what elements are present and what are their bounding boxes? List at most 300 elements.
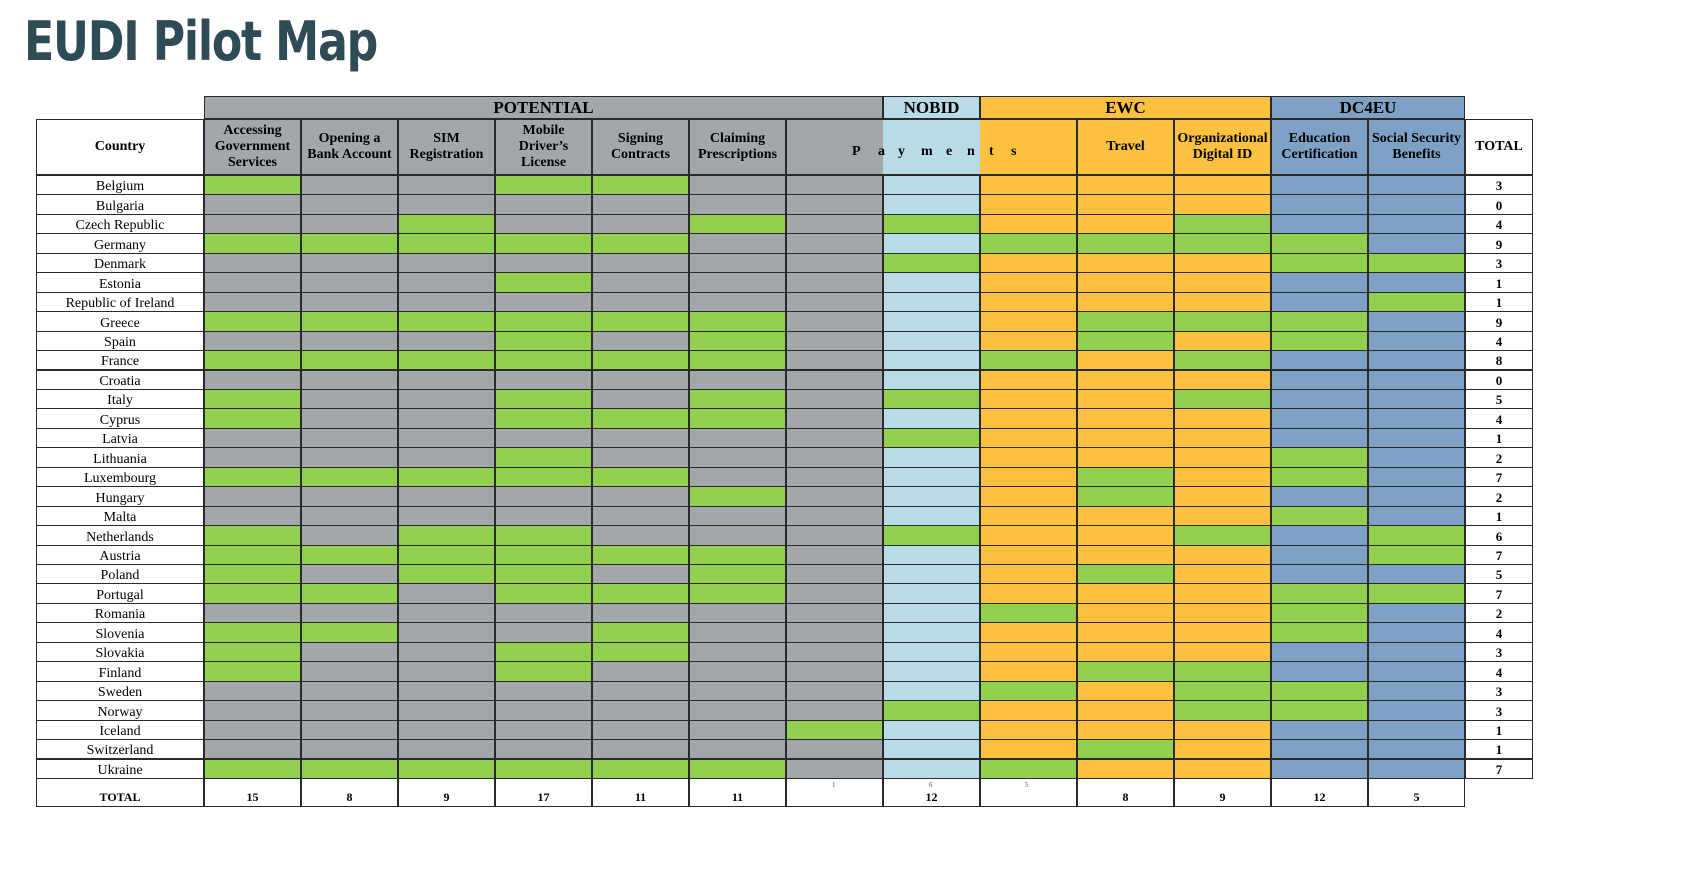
pilot-cell-inactive [592,603,689,623]
pilot-cell-active [1174,311,1271,331]
pilot-cell-inactive [1368,389,1465,409]
row-total: 0 [1465,194,1533,214]
pilot-cell-inactive [495,292,592,312]
pilot-cell-inactive [786,739,883,759]
pilot-cell-inactive [398,486,495,506]
pilot-cell-inactive [883,622,980,642]
pilot-cell-inactive [980,331,1077,351]
pilot-cell-active [689,311,786,331]
group-header-potential: POTENTIAL [204,96,883,119]
pilot-cell-inactive [883,603,980,623]
pilot-cell-inactive [204,214,301,234]
pilot-cell-inactive [1077,272,1174,292]
pilot-cell-inactive [1077,525,1174,545]
footer-small-number: 6 [929,780,933,789]
pilot-cell-active [1368,545,1465,565]
pilot-cell-inactive [786,447,883,467]
pilot-cell-inactive [301,253,398,273]
pilot-cell-active [883,389,980,409]
pilot-cell-inactive [204,447,301,467]
pilot-cell-inactive [495,622,592,642]
total-column-header: TOTAL [1465,119,1533,175]
pilot-cell-inactive [495,370,592,390]
row-total: 2 [1465,447,1533,467]
country-name: Hungary [36,486,204,506]
pilot-cell-inactive [883,175,980,195]
pilot-cell-active [1174,233,1271,253]
pilot-cell-inactive [980,292,1077,312]
pilot-cell-active [301,583,398,603]
pilot-cell-active [1077,486,1174,506]
pilot-cell-inactive [689,506,786,526]
country-name: Austria [36,545,204,565]
pilot-cell-inactive [689,603,786,623]
pilot-cell-active [204,564,301,584]
pilot-cell-inactive [398,506,495,526]
pilot-cell-inactive [592,272,689,292]
pilot-cell-active [398,350,495,370]
pilot-cell-inactive [786,253,883,273]
pilot-cell-inactive [786,564,883,584]
pilot-cell-active [301,350,398,370]
pilot-cell-inactive [1368,661,1465,681]
pilot-cell-active [883,214,980,234]
pilot-cell-active [689,583,786,603]
pilot-cell-inactive [301,408,398,428]
pilot-cell-inactive [1271,272,1368,292]
pilot-cell-inactive [883,467,980,487]
pilot-cell-active [883,525,980,545]
pilot-cell-inactive [1271,408,1368,428]
pilot-cell-inactive [204,486,301,506]
pilot-cell-inactive [1271,525,1368,545]
country-name: Norway [36,700,204,720]
pilot-cell-active [204,759,301,779]
row-total: 7 [1465,759,1533,779]
pilot-cell-inactive [1368,759,1465,779]
pilot-cell-inactive [592,681,689,701]
row-total: 4 [1465,622,1533,642]
row-total: 6 [1465,525,1533,545]
row-total: 1 [1465,506,1533,526]
pilot-cell-inactive [1077,408,1174,428]
pilot-cell-inactive [592,564,689,584]
pilot-cell-inactive [204,681,301,701]
pilot-cell-active [495,350,592,370]
payments-header-letter: t [989,144,994,159]
footer-total-label: TOTAL [36,778,204,807]
pilot-cell-active [398,545,495,565]
pilot-cell-active [592,233,689,253]
row-total: 7 [1465,467,1533,487]
pilot-cell-inactive [1077,214,1174,234]
pilot-cell-inactive [786,272,883,292]
pilot-cell-active [1174,214,1271,234]
pilot-cell-inactive [1174,272,1271,292]
pilot-cell-active [1271,311,1368,331]
row-total: 5 [1465,564,1533,584]
pilot-cell-inactive [204,428,301,448]
pilot-cell-active [689,350,786,370]
pilot-cell-inactive [689,253,786,273]
pilot-cell-active [301,467,398,487]
pilot-cell-inactive [1174,739,1271,759]
column-total: 17 [495,778,592,807]
pilot-cell-active [980,759,1077,779]
pilot-cell-inactive [689,661,786,681]
pilot-cell-inactive [301,331,398,351]
footer-small-number: 1 [832,780,836,789]
country-name: Denmark [36,253,204,273]
pilot-cell-inactive [301,661,398,681]
pilot-cell-inactive [1077,700,1174,720]
pilot-cell-active [495,447,592,467]
column-header: Social Security Benefits [1368,119,1465,175]
row-total: 3 [1465,253,1533,273]
pilot-cell-inactive [592,331,689,351]
pilot-cell-inactive [786,506,883,526]
pilot-cell-inactive [204,253,301,273]
pilot-cell-active [495,759,592,779]
row-total: 3 [1465,642,1533,662]
country-name: Belgium [36,175,204,195]
pilot-cell-inactive [398,681,495,701]
pilot-cell-inactive [495,603,592,623]
pilot-cell-active [398,759,495,779]
pilot-cell-inactive [1368,681,1465,701]
pilot-cell-inactive [1077,350,1174,370]
pilot-cell-active [1077,564,1174,584]
pilot-cell-active [883,700,980,720]
pilot-cell-inactive [301,486,398,506]
pilot-cell-inactive [883,681,980,701]
pilot-cell-inactive [786,311,883,331]
column-header [980,119,1077,175]
pilot-cell-inactive [204,506,301,526]
row-total: 8 [1465,350,1533,370]
pilot-cell-inactive [1368,603,1465,623]
pilot-cell-active [980,350,1077,370]
pilot-cell-active [883,428,980,448]
pilot-cell-inactive [398,331,495,351]
pilot-cell-inactive [1174,331,1271,351]
pilot-cell-inactive [495,486,592,506]
footer-small-number: 5 [1025,780,1029,789]
pilot-cell-inactive [398,739,495,759]
pilot-cell-inactive [398,447,495,467]
pilot-cell-inactive [1077,194,1174,214]
pilot-cell-inactive [1077,447,1174,467]
country-name: Czech Republic [36,214,204,234]
pilot-cell-inactive [592,486,689,506]
pilot-cell-active [398,564,495,584]
pilot-cell-inactive [1368,467,1465,487]
pilot-cell-active [689,759,786,779]
pilot-cell-inactive [1271,175,1368,195]
pilot-cell-active [1271,622,1368,642]
pilot-cell-inactive [1174,622,1271,642]
pilot-cell-inactive [592,720,689,740]
pilot-cell-inactive [1174,467,1271,487]
pilot-cell-inactive [786,622,883,642]
pilot-cell-active [1271,583,1368,603]
pilot-cell-active [592,175,689,195]
pilot-cell-inactive [495,700,592,720]
row-total: 1 [1465,292,1533,312]
pilot-cell-inactive [1271,292,1368,312]
pilot-cell-inactive [1077,759,1174,779]
pilot-cell-inactive [1368,447,1465,467]
column-header: Claiming Prescriptions [689,119,786,175]
pilot-cell-inactive [786,583,883,603]
country-name: Sweden [36,681,204,701]
pilot-cell-active [301,622,398,642]
pilot-cell-inactive [689,272,786,292]
row-total: 1 [1465,428,1533,448]
column-total: 8 [1077,778,1174,807]
row-total: 1 [1465,720,1533,740]
pilot-cell-inactive [1174,292,1271,312]
pilot-cell-inactive [786,545,883,565]
pilot-cell-inactive [883,408,980,428]
country-name: Bulgaria [36,194,204,214]
row-total: 9 [1465,233,1533,253]
pilot-cell-inactive [786,759,883,779]
pilot-cell-inactive [786,370,883,390]
payments-header-letter: n [967,144,975,159]
pilot-cell-inactive [689,681,786,701]
column-header: SIM Registration [398,119,495,175]
pilot-cell-inactive [398,428,495,448]
country-name: Estonia [36,272,204,292]
country-name: Slovenia [36,622,204,642]
pilot-cell-inactive [980,175,1077,195]
pilot-cell-inactive [1368,700,1465,720]
pilot-cell-active [592,467,689,487]
pilot-cell-inactive [1368,739,1465,759]
row-total: 3 [1465,175,1533,195]
pilot-cell-inactive [786,486,883,506]
pilot-cell-inactive [1271,389,1368,409]
pilot-cell-active [495,545,592,565]
pilot-cell-active [398,214,495,234]
pilot-cell-inactive [204,292,301,312]
pilot-cell-inactive [1368,506,1465,526]
pilot-cell-active [301,233,398,253]
pilot-cell-inactive [786,525,883,545]
pilot-cell-active [1174,700,1271,720]
pilot-cell-active [204,545,301,565]
column-header: Signing Contracts [592,119,689,175]
pilot-cell-active [1174,525,1271,545]
pilot-cell-inactive [1368,408,1465,428]
pilot-cell-inactive [980,253,1077,273]
country-name: Iceland [36,720,204,740]
pilot-cell-active [204,408,301,428]
country-name: Cyprus [36,408,204,428]
pilot-cell-inactive [398,603,495,623]
pilot-cell-inactive [1174,720,1271,740]
pilot-cell-inactive [301,506,398,526]
pilot-cell-inactive [301,389,398,409]
pilot-cell-inactive [1077,253,1174,273]
pilot-cell-inactive [786,175,883,195]
pilot-cell-inactive [301,175,398,195]
pilot-cell-active [495,233,592,253]
pilot-cell-inactive [883,194,980,214]
pilot-cell-active [1077,233,1174,253]
pilot-cell-inactive [786,331,883,351]
pilot-cell-inactive [495,739,592,759]
row-total: 9 [1465,311,1533,331]
country-name: Latvia [36,428,204,448]
pilot-cell-inactive [980,272,1077,292]
pilot-cell-active [204,389,301,409]
pilot-cell-inactive [592,214,689,234]
pilot-cell-active [301,311,398,331]
pilot-cell-inactive [1368,194,1465,214]
pilot-cell-active [592,311,689,331]
pilot-cell-inactive [980,447,1077,467]
country-name: Republic of Ireland [36,292,204,312]
pilot-cell-active [204,525,301,545]
pilot-cell-inactive [980,214,1077,234]
pilot-cell-active [495,408,592,428]
pilot-cell-inactive [1077,389,1174,409]
pilot-cell-inactive [980,622,1077,642]
pilot-cell-inactive [1271,759,1368,779]
column-total: 5 [1368,778,1465,807]
pilot-cell-active [980,233,1077,253]
column-header: Education Certification [1271,119,1368,175]
pilot-cell-inactive [1077,175,1174,195]
pilot-cell-inactive [1271,486,1368,506]
pilot-cell-inactive [883,292,980,312]
pilot-cell-inactive [1174,370,1271,390]
pilot-cell-active [495,467,592,487]
pilot-cell-inactive [204,603,301,623]
pilot-cell-inactive [786,389,883,409]
pilot-cell-active [592,759,689,779]
pilot-cell-inactive [1077,642,1174,662]
pilot-cell-inactive [689,194,786,214]
pilot-cell-inactive [301,272,398,292]
pilot-cell-inactive [495,720,592,740]
pilot-cell-inactive [1271,545,1368,565]
pilot-cell-active [1271,467,1368,487]
pilot-cell-active [689,545,786,565]
pilot-cell-inactive [1077,681,1174,701]
pilot-cell-inactive [398,700,495,720]
pilot-cell-active [1271,700,1368,720]
pilot-cell-active [592,545,689,565]
column-header: Mobile Driver’s License [495,119,592,175]
pilot-cell-inactive [301,642,398,662]
pilot-cell-active [1174,389,1271,409]
row-total: 3 [1465,700,1533,720]
pilot-cell-active [495,331,592,351]
row-total: 4 [1465,331,1533,351]
pilot-cell-inactive [1077,370,1174,390]
pilot-cell-inactive [1174,583,1271,603]
pilot-cell-inactive [786,292,883,312]
pilot-cell-active [204,642,301,662]
pilot-cell-inactive [883,759,980,779]
pilot-cell-inactive [1174,428,1271,448]
pilot-cell-active [398,467,495,487]
pilot-cell-active [1174,661,1271,681]
pilot-cell-inactive [883,486,980,506]
payments-header-letter: P [852,144,861,159]
pilot-cell-active [689,389,786,409]
pilot-cell-inactive [980,389,1077,409]
pilot-cell-active [689,408,786,428]
pilot-cell-inactive [592,428,689,448]
pilot-cell-inactive [883,739,980,759]
pilot-cell-inactive [495,194,592,214]
pilot-cell-inactive [301,681,398,701]
pilot-cell-active [204,350,301,370]
pilot-cell-active [204,467,301,487]
pilot-cell-inactive [980,370,1077,390]
pilot-cell-active [398,311,495,331]
payments-header-letter: a [878,144,885,159]
page-title: EUDI Pilot Map [24,10,378,73]
pilot-cell-inactive [883,545,980,565]
pilot-cell-inactive [592,739,689,759]
pilot-cell-inactive [980,467,1077,487]
pilot-cell-inactive [204,700,301,720]
pilot-cell-active [495,272,592,292]
pilot-cell-inactive [1271,214,1368,234]
pilot-cell-inactive [1271,428,1368,448]
pilot-cell-inactive [1368,233,1465,253]
pilot-cell-active [1174,681,1271,701]
pilot-cell-active [1077,739,1174,759]
pilot-cell-inactive [398,253,495,273]
pilot-cell-inactive [1368,370,1465,390]
pilot-cell-inactive [883,370,980,390]
country-name: Slovakia [36,642,204,662]
pilot-cell-inactive [1271,642,1368,662]
pilot-cell-active [1271,603,1368,623]
pilot-cell-inactive [1174,408,1271,428]
pilot-cell-active [204,311,301,331]
row-total: 4 [1465,214,1533,234]
pilot-cell-inactive [689,525,786,545]
row-total: 1 [1465,272,1533,292]
pilot-cell-inactive [1174,759,1271,779]
pilot-cell-active [495,389,592,409]
row-total: 2 [1465,603,1533,623]
pilot-cell-inactive [980,194,1077,214]
pilot-cell-inactive [786,233,883,253]
pilot-cell-inactive [398,175,495,195]
pilot-cell-active [689,331,786,351]
pilot-cell-active [1077,331,1174,351]
pilot-cell-active [204,233,301,253]
pilot-cell-inactive [689,622,786,642]
pilot-cell-inactive [1368,720,1465,740]
pilot-cell-inactive [1368,622,1465,642]
country-name: Portugal [36,583,204,603]
pilot-cell-inactive [1174,545,1271,565]
pilot-cell-active [398,233,495,253]
country-name: Italy [36,389,204,409]
pilot-cell-inactive [786,408,883,428]
pilot-cell-inactive [592,506,689,526]
pilot-cell-active [883,253,980,273]
